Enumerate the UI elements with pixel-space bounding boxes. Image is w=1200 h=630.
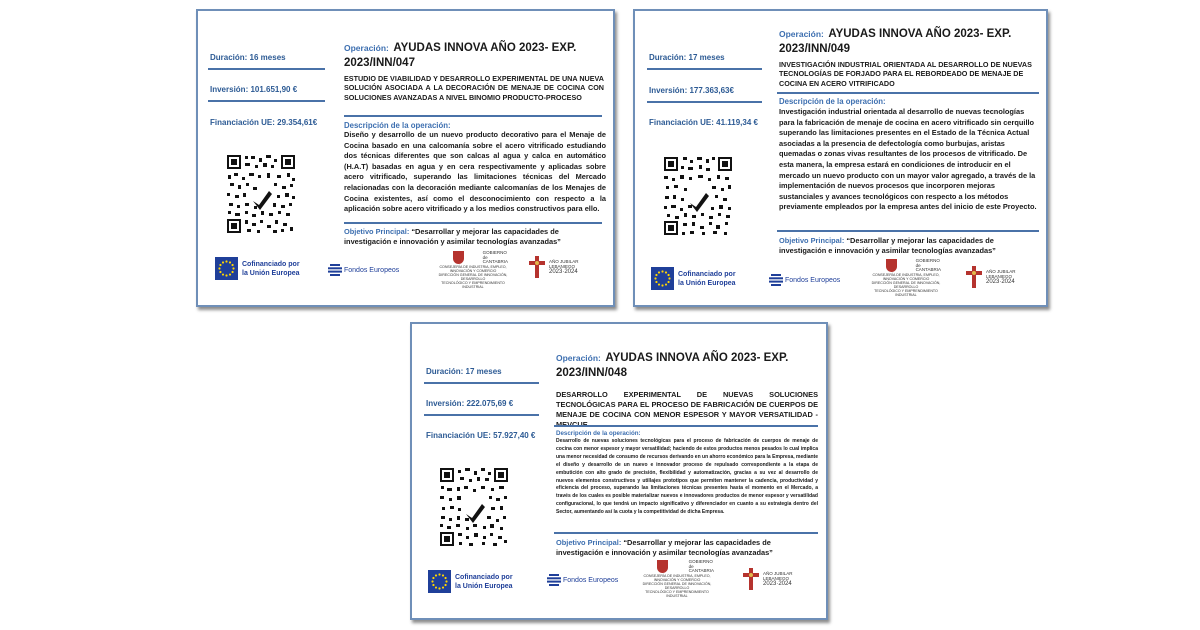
gobierno-cantabria-logo: GOBIERNO de CANTABRIA CONSEJERÍA DE INDUSTRIA, EMPLEO, INNOVACIÓN Y COMERCIO DIRECCIÓN GENERAL DE INNOVACIÓN, DESARROLLO TECNOLÓGICO Y EMPRENDIMIENTO INDUSTRIAL xyxy=(871,258,941,297)
eu-flag-icon xyxy=(428,570,451,593)
divider xyxy=(777,230,1039,232)
qr-code[interactable] xyxy=(662,155,734,237)
description-label: Descripción de la operación: xyxy=(344,121,451,130)
objective-label: Objetivo Principal: xyxy=(344,227,410,236)
ano-jubilar-logo: AÑO JUBILAR LEBANIEGO 2023·2024 xyxy=(528,256,579,278)
cantabria-shield-icon xyxy=(453,251,464,264)
operation-program: AYUDAS INNOVA AÑO 2023- EXP. xyxy=(605,352,789,364)
operation-number: 2023/INN/048 xyxy=(556,367,627,379)
eu-cofinanced-logo: Cofinanciado por la Unión Europea xyxy=(428,570,513,593)
ano-jubilar-logo: AÑO JUBILAR LEBANIEGO 2023·2024 xyxy=(742,568,793,590)
investment-label: Inversión: 101.651,90 € xyxy=(210,85,298,94)
divider xyxy=(554,532,818,534)
objective xyxy=(344,227,606,247)
divider xyxy=(647,101,762,103)
divider xyxy=(208,100,325,102)
eu-flag-icon xyxy=(215,257,238,280)
description-label: Descripción de la operación: xyxy=(556,430,641,437)
objective-text: “Desarrollar y mejorar las capacidades de investigación e innovación y asimilar tecnologías avanzadas” xyxy=(779,236,996,255)
eu-funding-label: Financiación UE: 29.354,61€ xyxy=(210,118,318,127)
eu-funding-label: Financiación UE: 41.119,34 € xyxy=(649,118,758,127)
divider xyxy=(554,425,818,427)
operation-label: Operación: xyxy=(556,353,601,363)
fondos-europeos-logo: Fondos Europeos xyxy=(769,274,840,286)
divider xyxy=(424,382,539,384)
description-text: Diseño y desarrollo de un nuevo producto decorativo para el Menaje de Cocina basado en una calcomanía sobre el acero vitrificado estudiando dos técnicas diferentes que son calcas al agua y calca en automático (H.A.T) basadas en agua y en cera respectivamente y aplicadas sobre acero vitrificado, superando las limitaciones técnicas del Mercado relacionadas con la decoración mediante calcomanías de los Menajes de Cocina existentes, así como el desconocimiento con respecto a la aplicación sobre acero vitrificado y a los medios constructivos para ello. xyxy=(344,130,606,214)
operation-block xyxy=(556,349,818,381)
lebaniego-cross-icon xyxy=(965,266,983,288)
divider xyxy=(777,92,1039,94)
objective-label: Objetivo Principal: xyxy=(779,236,845,245)
description-label: Descripción de la operación: xyxy=(779,97,886,106)
project-card-048 xyxy=(410,322,828,620)
lebaniego-cross-icon xyxy=(528,256,546,278)
operation-label: Operación: xyxy=(344,43,389,53)
fondos-stripes-icon xyxy=(547,574,561,586)
fondos-stripes-icon xyxy=(328,264,342,276)
operation-number: 2023/INN/049 xyxy=(779,43,850,55)
description-text: Desarrollo de nuevas soluciones tecnológicas para el proceso de fabricación de cuerpos de menaje de cocina con menor espesor y mayor versatilidad; haciendo de estos productos menos pesados lo cual implica una menor necesidad de consumo de recursos derivando en un ahorro económico para la Empresa, mediante el diseño y desarrollo de un nuevo e innovador proceso de repulsado correspondiente a la etapa de embutición con alto grado de precisión, flexibilidad y automatización, gracias a su vez al desarrollo de nuevos elementos constructivos y utillajes prototipos que permiten mantener la cadencia, productividad y eficiencia del proceso, superando las limitaciones técnicas presentes hasta el momento en el Mercado, a través de los cuales es posible materializar nuevos e innovadores productos de menor espesor y versatilidad configuracional, lo que tendrá un impacto significativo y diferenciador en cuanto a su estrategia dentro del Sector, aumentando así la cuota y la competitividad de dicha Empresa. xyxy=(556,438,818,516)
divider xyxy=(424,414,539,416)
eu-cofinanced-logo: Cofinanciado por la Unión Europea xyxy=(651,267,736,290)
qr-code[interactable] xyxy=(225,153,297,235)
eu-flag-icon xyxy=(651,267,674,290)
project-card-047 xyxy=(196,9,615,307)
eu-cofinanced-logo: Cofinanciado por la Unión Europea xyxy=(215,257,300,280)
fondos-europeos-logo: Fondos Europeos xyxy=(547,574,618,586)
duration-label: Duración: 17 meses xyxy=(649,53,725,62)
operation-program: AYUDAS INNOVA AÑO 2023- EXP. xyxy=(393,42,577,54)
divider xyxy=(344,115,602,117)
operation-program: AYUDAS INNOVA AÑO 2023- EXP. xyxy=(828,28,1012,40)
lebaniego-cross-icon xyxy=(742,568,760,590)
description-text: Investigación industrial orientada al desarrollo de nuevas tecnologías para la fabricación de menaje de cocina en acero vitrificado sin cerquillo superando las limitaciones presentes en el Estado de la Técnica Actual asociadas a la presencia de defectología como burbujas, aristas quemadas o zonas vivas resultantes de los procesos de vitrificado. De esta manera, la empresa estará en condiciones de introducir en el mercado un nuevo producto con un mayor valor agregado, a través de la implementación de nuevos procesos que incorporen mejoras sustanciales y avances tecnológicos con respecto a los métodos previamente empleados por la empresa antes del inicio de este Proyecto. xyxy=(779,107,1037,212)
operation-block xyxy=(344,39,604,102)
fondos-europeos-logo: Fondos Europeos xyxy=(328,264,399,276)
operation-title: DESARROLLO EXPERIMENTAL DE NUEVAS SOLUCIONES TECNOLÓGICAS PARA EL PROCESO DE FABRICACIÓN DE CUERPOS DE MENAJE DE COCINA CON MENOR ESPESOR Y MAYOR VERSATILIDAD - xyxy=(556,390,818,419)
project-card-049 xyxy=(633,9,1048,307)
operation-label: Operación: xyxy=(779,29,824,39)
objective-text: “Desarrollar y mejorar las capacidades de investigación e innovación y asimilar tecnologías avanzadas” xyxy=(556,538,773,557)
investment-label: Inversión: 177.363,63€ xyxy=(649,86,734,95)
divider xyxy=(344,222,602,224)
eu-funding-label: Financiación UE: 57.927,40 € xyxy=(426,431,536,440)
duration-label: Duración: 17 meses xyxy=(426,367,502,376)
fondos-stripes-icon xyxy=(769,274,783,286)
duration-label: Duración: 16 meses xyxy=(210,53,286,62)
objective xyxy=(779,236,1041,256)
operation-title: INVESTIGACIÓN INDUSTRIAL ORIENTADA AL DESARROLLO DE NUEVAS TECNOLOGÍAS DE FORJADO PARA EL REBORDEADO DE MENAJE DE COCINA EN ACERO VITRIFICADO xyxy=(779,60,1032,88)
objective-text: “Desarrollar y mejorar las capacidades de investigación e innovación y asimilar tecnologías avanzadas” xyxy=(344,227,561,246)
operation-number: 2023/INN/047 xyxy=(344,57,415,69)
qr-code[interactable] xyxy=(438,466,510,548)
objective xyxy=(556,538,818,558)
cantabria-shield-icon xyxy=(886,259,897,272)
operation-block xyxy=(779,25,1041,88)
divider xyxy=(208,68,325,70)
gobierno-cantabria-logo: GOBIERNO de CANTABRIA CONSEJERÍA DE INDUSTRIA, EMPLEO, INNOVACIÓN Y COMERCIO DIRECCIÓN GENERAL DE INNOVACIÓN, DESARROLLO TECNOLÓGICO Y EMPRENDIMIENTO INDUSTRIAL xyxy=(438,250,508,289)
objective-label: Objetivo Principal: xyxy=(556,538,622,547)
investment-label: Inversión: 222.075,69 € xyxy=(426,399,514,408)
ano-jubilar-logo: AÑO JUBILAR LEBANIEGO 2023·2024 xyxy=(965,266,1016,288)
cantabria-shield-icon xyxy=(657,560,668,573)
gobierno-cantabria-logo: GOBIERNO de CANTABRIA CONSEJERÍA DE INDUSTRIA, EMPLEO, INNOVACIÓN Y COMERCIO DIRECCIÓN GENERAL DE INNOVACIÓN, DESARROLLO TECNOLÓGICO Y EMPRENDIMIENTO INDUSTRIAL xyxy=(642,559,714,598)
operation-title: ESTUDIO DE VIABILIDAD Y DESARROLLO EXPERIMENTAL DE UNA NUEVA SOLUCIÓN ASOCIADA A LA DECORACIÓN DE MENAJE DE COCINA CON SOLUCIONES AVANZADAS A NIVEL BINOMIO PRODUCTO-PROCESO xyxy=(344,74,604,102)
divider xyxy=(647,68,762,70)
